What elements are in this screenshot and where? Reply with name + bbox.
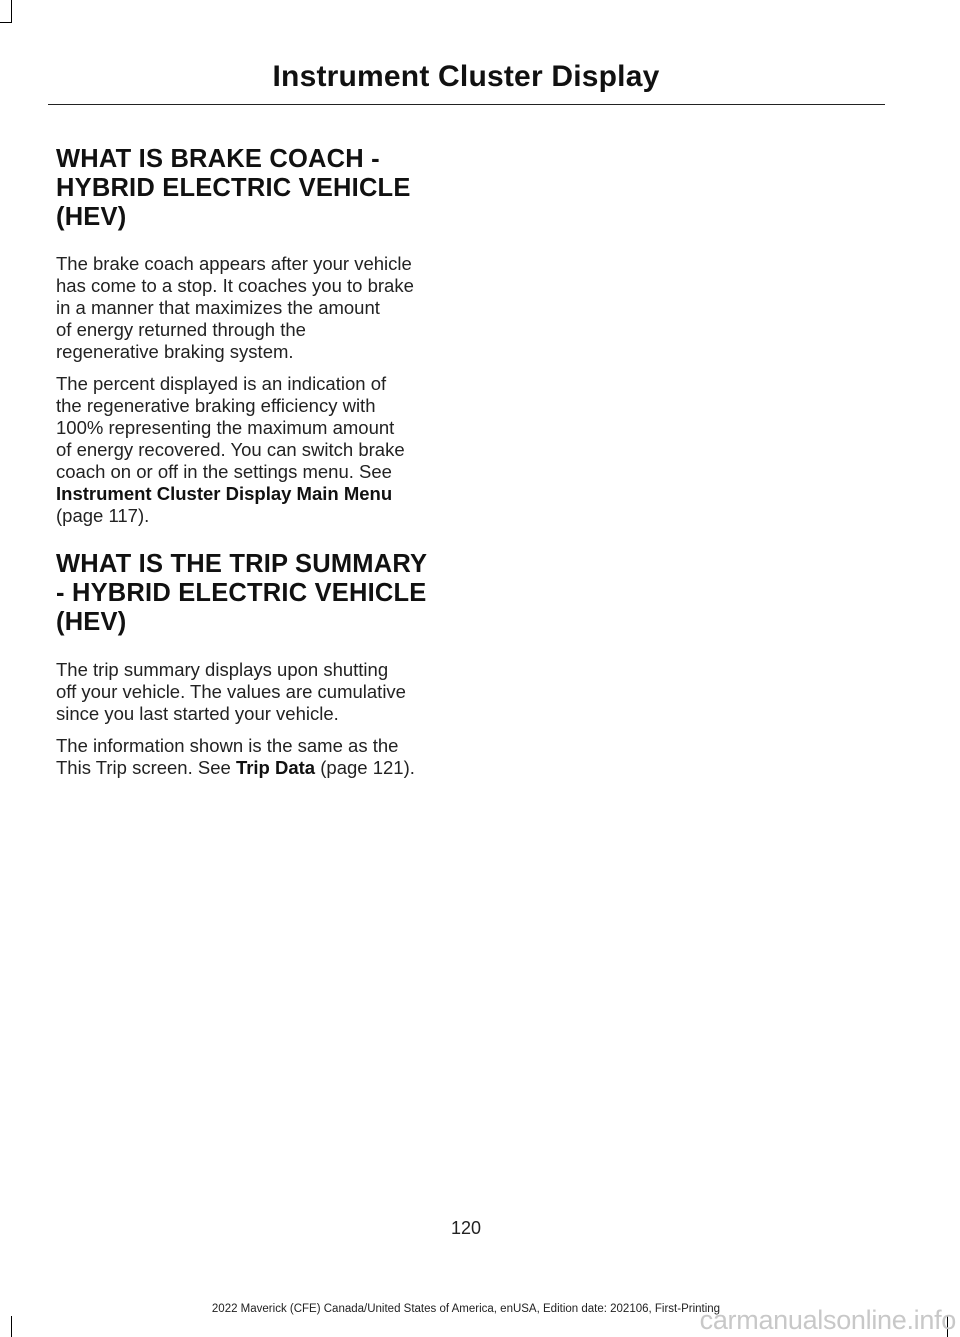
paragraph: The information shown is the same as the This Trip screen. See Trip Data (page 121). bbox=[56, 735, 415, 778]
page-number: 120 bbox=[450, 1218, 482, 1238]
xref-page: (page 117). bbox=[56, 505, 150, 526]
watermark: carmanualsonline.info bbox=[699, 1305, 956, 1335]
section-heading: WHAT IS BRAKE COACH - HYBRID ELECTRIC VEHICLE (HEV) bbox=[56, 145, 411, 231]
crop-mark bbox=[11, 0, 12, 22]
paragraph: The percent displayed is an indication of the regenerative braking efficiency with 100% representing the maximum amount of energy recovered. You can switch brake coach on or off in the settings menu. See Instrument Cluster Display Main Menu (page 117). bbox=[56, 373, 448, 527]
xref-link-main-menu[interactable]: Instrument Cluster Display Main Menu bbox=[56, 483, 393, 504]
header-divider bbox=[48, 104, 885, 105]
paragraph: The trip summary displays upon shutting off your vehicle. The values are cumulative since you last started your vehicle. bbox=[56, 659, 406, 724]
section-trip-summary bbox=[56, 550, 448, 779]
crop-mark bbox=[0, 22, 12, 23]
crop-mark bbox=[11, 1316, 12, 1337]
page-header-title: Instrument Cluster Display bbox=[272, 60, 660, 93]
section-brake-coach bbox=[56, 145, 448, 527]
section-heading: WHAT IS THE TRIP SUMMARY - HYBRID ELECTRIC VEHICLE (HEV) bbox=[56, 550, 428, 636]
xref-page: (page 121). bbox=[315, 757, 415, 778]
paragraph: The brake coach appears after your vehicle has come to a stop. It coaches you to brake in a manner that maximizes the amount of energy returned through the regenerative braking system. bbox=[56, 253, 414, 362]
xref-link-trip-data[interactable]: Trip Data bbox=[235, 757, 316, 778]
content-column bbox=[56, 145, 448, 789]
edition-footer: 2022 Maverick (CFE) Canada/United States of America, enUSA, Edition date: 202106, First-Printing bbox=[211, 1303, 721, 1315]
